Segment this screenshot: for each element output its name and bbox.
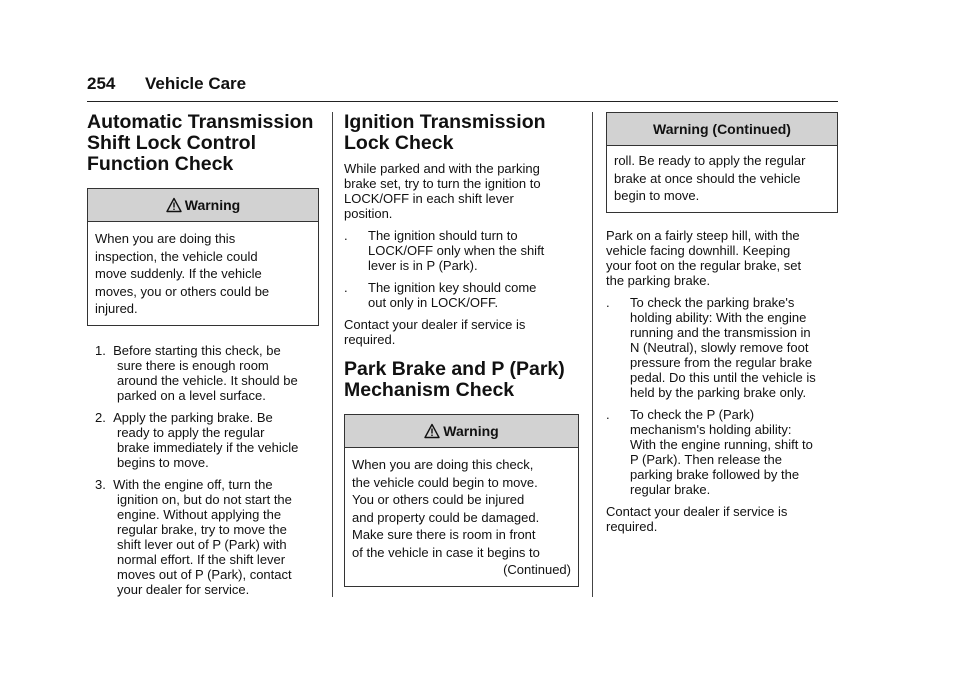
heading-park-brake-check: Park Brake and P (Park) Mechanism Check <box>344 358 565 401</box>
page-number: 254 <box>87 74 116 93</box>
bullet-icon: . <box>606 406 610 422</box>
warning-icon <box>424 423 440 439</box>
warning-text: When you are doing this inspection, the vehicle could move suddenly. If the vehicle moves, you or others could be injured. <box>95 231 270 316</box>
column-3 <box>606 112 838 534</box>
warning-box <box>344 414 579 587</box>
paragraph: Contact your dealer if service is required. <box>344 317 526 347</box>
warning-title: Warning <box>184 197 241 213</box>
section-title: Vehicle Care <box>145 74 247 93</box>
list-item: . To check the parking brake's holding ability: With the engine running and the transmission in N (Neutral), slowly remove foot pressure from the regular brake pedal. Do this until the vehicle is held by the parking brake only. <box>606 294 816 400</box>
warning-icon <box>166 197 182 213</box>
bullet-icon: . <box>344 228 348 243</box>
bullet-list <box>344 228 579 310</box>
bullet-icon: . <box>606 294 610 310</box>
warning-title: Warning <box>443 423 499 439</box>
list-item: . To check the P (Park) mechanism's holding ability: With the engine running, shift to P (Park). Then release the parking brake followed by the regular brake. <box>606 406 813 497</box>
warning-text: roll. Be ready to apply the regular brake at once should the vehicle begin to move. <box>614 153 806 203</box>
continued-label: (Continued) <box>503 562 571 577</box>
list-item: 3. With the engine off, turn the ignition on, but do not start the engine. Without applying the regular brake, try to move the shift lever out of P (Park) with normal effort. If the shift lever moves out of P (Park), contact your dealer for service. <box>95 476 292 597</box>
warning-text: When you are doing this check, the vehicle could begin to move. You or others could be injured and property could be damaged. Make sure there is room in front of the vehicle in case it begins to (Continued) <box>352 457 571 577</box>
heading-shift-lock-check: Automatic Transmission Shift Lock Control Function Check <box>87 111 314 175</box>
heading-ignition-lock-check: Ignition Transmission Lock Check <box>344 111 546 154</box>
warning-header <box>88 189 318 222</box>
warning-title: Warning (Continued) <box>653 121 791 137</box>
list-item: . The ignition should turn to LOCK/OFF only when the shift lever is in P (Park). <box>344 228 545 273</box>
column-divider <box>592 112 593 597</box>
list-item: 1. Before starting this check, be sure there is enough room around the vehicle. It should be parked on a level surface. <box>95 342 298 403</box>
warning-box <box>87 188 319 326</box>
paragraph: Contact your dealer if service is required. <box>606 503 788 534</box>
column-1 <box>87 112 319 604</box>
column-2 <box>344 112 579 587</box>
warning-header <box>607 113 837 146</box>
warning-box-continued <box>606 112 838 213</box>
warning-header <box>345 415 578 448</box>
steps-list <box>87 343 319 597</box>
paragraph: Park on a fairly steep hill, with the vehicle facing downhill. Keeping your foot on the regular brake, set the parking brake. <box>606 227 802 288</box>
bullet-list <box>606 295 838 497</box>
column-divider <box>332 112 333 597</box>
list-item: . The ignition key should come out only in LOCK/OFF. <box>344 280 537 310</box>
bullet-icon: . <box>344 280 348 295</box>
paragraph: While parked and with the parking brake set, try to turn the ignition to LOCK/OFF in each shift lever position. <box>344 161 541 221</box>
page-header <box>87 72 838 102</box>
list-item: 2. Apply the parking brake. Be ready to apply the regular brake immediately if the vehicle begins to move. <box>95 409 299 470</box>
